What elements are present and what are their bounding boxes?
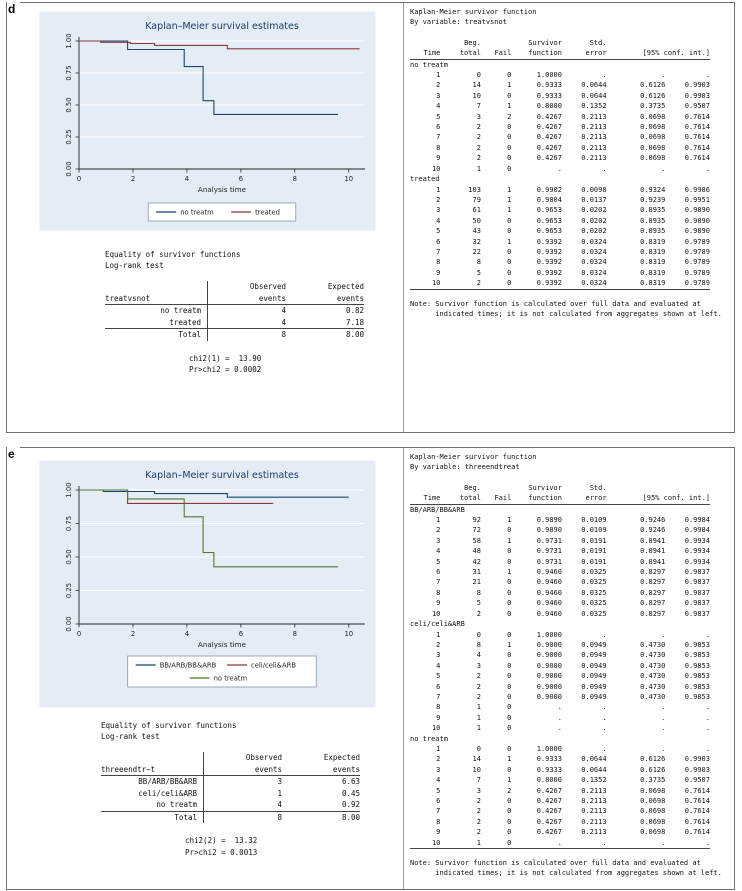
y-tick-label: 1.00 xyxy=(65,482,73,498)
table-row: 7 2 0 0.4267 0.2113 0.0698 0.7614 xyxy=(436,807,710,816)
logrank-table-grid xyxy=(105,281,364,341)
legend-label-1: celi/celi&ARB xyxy=(251,661,297,670)
table-row: 2 14 1 0.9333 0.0644 0.6126 0.9903 xyxy=(436,81,710,90)
header-row: Observed Expected xyxy=(101,752,360,764)
table-row: 4 50 0 0.9653 0.0202 0.8935 0.9890 xyxy=(436,216,710,225)
table-row: 10 1 0 . . . . xyxy=(431,724,710,733)
table-row: 4 7 1 0.8000 0.1352 0.3735 0.9507 xyxy=(436,776,710,785)
plot-title: Kaplan–Meier survival estimates xyxy=(145,470,299,481)
survivor-section xyxy=(410,7,732,319)
x-tick-label: 10 xyxy=(344,630,354,638)
table-row: 1 0 0 1.0000 . . . xyxy=(436,744,710,753)
x-tick-label: 6 xyxy=(238,175,244,183)
x-tick-label: 10 xyxy=(344,175,354,183)
stat-line: chi2(1) = 13.90 xyxy=(189,353,262,363)
logrank-section xyxy=(105,249,364,376)
table-row: 8 8 0 0.9392 0.0324 0.8319 0.9789 xyxy=(436,258,710,267)
stat-line: Pr>chi2 = 0.0002 xyxy=(189,365,262,374)
table-row: 8 8 0 0.9460 0.0325 0.8297 0.9837 xyxy=(436,588,710,597)
table-row: 6 32 1 0.9392 0.0324 0.8319 0.9789 xyxy=(436,237,710,246)
stat-line: chi2(2) = 13.32 xyxy=(185,836,258,845)
table-row: 1 103 1 0.9902 0.0098 0.9324 0.9986 xyxy=(436,185,710,194)
survivor-table-grid xyxy=(410,483,710,849)
table-row: no treatm 4 0.92 xyxy=(101,799,360,811)
y-tick-label: 0.00 xyxy=(65,161,73,177)
panel-divider xyxy=(403,448,404,889)
logrank-subheading: Log-rank test xyxy=(105,261,164,270)
y-tick-label: 0.25 xyxy=(65,582,73,599)
plot-title: Kaplan–Meier survival estimates xyxy=(145,21,299,32)
panel-e-label: e xyxy=(7,447,20,463)
table-row: 3 58 1 0.9731 0.0191 0.8941 0.9934 xyxy=(436,536,710,545)
table-row: 2 79 1 0.9804 0.0137 0.9239 0.9951 xyxy=(436,195,710,204)
stat-line: Pr>chi2 = 0.0013 xyxy=(185,847,258,857)
table-row: 1 92 1 0.9890 0.0109 0.9246 0.9984 xyxy=(436,516,710,525)
header-row: Beg. Survivor Std. xyxy=(464,483,607,492)
table-row: 8 2 0 0.4267 0.2113 0.0698 0.7614 xyxy=(436,817,710,826)
table-row: treated 4 7.18 xyxy=(105,317,364,329)
y-tick-label: 0.50 xyxy=(65,97,73,113)
logrank-stats xyxy=(105,353,364,376)
table-row: 3 4 0 0.9000 0.0949 0.4730 0.9853 xyxy=(436,651,710,660)
table-row: 5 2 0 0.9000 0.0949 0.4730 0.9853 xyxy=(436,672,710,681)
table-row: celi/celi&ARB 1 0.45 xyxy=(101,788,360,800)
table-row: 8 1 0 . . . . xyxy=(436,703,710,712)
table-row: 1 0 0 1.0000 . . . xyxy=(436,630,710,639)
table-row: 7 2 0 0.4267 0.2113 0.0698 0.7614 xyxy=(436,133,710,142)
survivor-title: Kaplan-Meier survivor function xyxy=(410,8,537,16)
table-row: 6 31 1 0.9460 0.0325 0.8297 0.9837 xyxy=(436,568,710,577)
table-row: 4 7 1 0.8000 0.1352 0.3735 0.9507 xyxy=(436,102,710,111)
table-row: BB/ARB/BB&ARB 3 6.63 xyxy=(101,776,360,788)
note-line: Note: Survivor function is calculated over full data and evaluated at xyxy=(410,859,701,868)
group-header-row: no treatm xyxy=(410,734,448,743)
survivor-table-grid xyxy=(410,38,710,290)
survivor-byvar: By variable: treatvsnot xyxy=(410,18,507,27)
table-row: 9 1 0 . . . . xyxy=(436,713,710,722)
table-row: 10 1 0 . . . . xyxy=(431,164,710,173)
table-row: 8 2 0 0.4267 0.2113 0.0698 0.7614 xyxy=(436,143,710,152)
table-row: 3 10 0 0.9333 0.0644 0.6126 0.9903 xyxy=(436,91,710,100)
table-row: 3 61 1 0.9653 0.0202 0.8935 0.9890 xyxy=(436,206,710,215)
x-tick-label: 0 xyxy=(76,175,82,183)
header-row: Beg. Survivor Std. xyxy=(464,38,607,47)
logrank-table xyxy=(105,281,364,341)
x-tick-label: 8 xyxy=(292,175,297,183)
total-row: Total 8 8.00 xyxy=(101,811,360,823)
x-tick-label: 8 xyxy=(292,630,297,638)
table-row: 5 42 0 0.9731 0.0191 0.8941 0.9934 xyxy=(436,557,710,566)
x-tick-label: 4 xyxy=(184,175,190,183)
x-axis-label: Analysis time xyxy=(197,640,247,649)
table-row: 2 14 1 0.9333 0.0644 0.6126 0.9903 xyxy=(436,755,710,764)
table-row: 4 48 0 0.9731 0.0191 0.8941 0.9934 xyxy=(436,547,710,556)
table-row: 4 3 0 0.9000 0.0949 0.4730 0.9853 xyxy=(436,661,710,670)
survivor-note xyxy=(410,858,732,879)
legend-label-1: treated xyxy=(255,208,280,217)
y-tick-label: 1.00 xyxy=(65,33,73,49)
x-tick-label: 0 xyxy=(76,630,82,638)
plot-background xyxy=(40,12,376,231)
y-tick-label: 0.25 xyxy=(65,129,73,145)
table-row: 6 2 0 0.9000 0.0949 0.4730 0.9853 xyxy=(436,682,710,691)
y-tick-label: 0.00 xyxy=(65,616,73,632)
table-row: 3 10 0 0.9333 0.0644 0.6126 0.9903 xyxy=(436,765,710,774)
legend-label-2: no treatm xyxy=(213,674,248,683)
table-row: no treatm 4 0.82 xyxy=(105,305,364,317)
km-plot-svg xyxy=(39,11,376,231)
logrank-section xyxy=(101,720,360,858)
logrank-table xyxy=(101,752,360,823)
km-plot xyxy=(39,460,376,712)
total-row: Total 8 8.00 xyxy=(105,329,364,341)
x-tick-label: 2 xyxy=(130,630,136,638)
table-row: 9 2 0 0.4267 0.2113 0.0698 0.7614 xyxy=(436,828,710,837)
logrank-stats xyxy=(101,835,360,858)
table-row: 5 3 2 0.4267 0.2113 0.0698 0.7614 xyxy=(436,786,710,795)
note-line: Note: Survivor function is calculated over full data and evaluated at xyxy=(410,299,701,308)
logrank-table-grid xyxy=(101,752,360,823)
group-header-row: treated xyxy=(410,175,440,184)
group-header-row: no treatm xyxy=(410,60,448,69)
table-row: 7 21 0 0.9460 0.0325 0.8297 0.9837 xyxy=(436,578,710,587)
logrank-subheading: Log-rank test xyxy=(101,732,160,741)
km-plot-svg xyxy=(39,460,376,708)
header-row: threeendtr~t events events xyxy=(101,764,360,774)
table-row: 9 5 0 0.9460 0.0325 0.8297 0.9837 xyxy=(436,599,710,608)
x-tick-label: 2 xyxy=(130,175,136,183)
y-tick-label: 0.75 xyxy=(65,515,73,532)
table-row: 5 43 0 0.9653 0.0202 0.8935 0.9890 xyxy=(436,227,710,236)
table-row: 7 22 0 0.9392 0.0324 0.8319 0.9789 xyxy=(436,247,710,256)
table-row: 7 2 0 0.9000 0.0949 0.4730 0.9853 xyxy=(436,692,710,701)
x-axis-label: Analysis time xyxy=(197,185,247,194)
table-row: 9 5 0 0.9392 0.0324 0.8319 0.9789 xyxy=(436,268,710,277)
survivor-table xyxy=(410,38,732,290)
header-row: Time total Fail function error [95% conf. int.] xyxy=(410,48,710,59)
group-header-row: celi/celi&ARB xyxy=(410,620,465,629)
note-line: indicated times; it is not calculated from aggregates shown at left. xyxy=(410,309,722,318)
header-row: treatvsnot events events xyxy=(105,293,364,303)
header-row: Time total Fail function error [95% conf. int.] xyxy=(410,493,710,504)
table-row: 2 72 0 0.9890 0.0109 0.9246 0.9984 xyxy=(436,526,710,535)
header-row: Observed Expected xyxy=(105,281,364,293)
x-tick-label: 6 xyxy=(238,630,244,638)
table-row: 6 2 0 0.4267 0.2113 0.0698 0.7614 xyxy=(436,797,710,805)
note-line: indicated times; it is not calculated from aggregates shown at left. xyxy=(410,869,722,878)
table-row: 6 2 0 0.4267 0.2113 0.0698 0.7614 xyxy=(436,123,710,132)
legend-label-0: no treatm xyxy=(180,208,214,217)
group-header-row: BB/ARB/BB&ARB xyxy=(410,505,465,514)
table-row: 9 2 0 0.4267 0.2113 0.0698 0.7614 xyxy=(436,154,710,163)
table-row: 1 0 0 1.0000 . . . xyxy=(436,71,710,80)
panel-e xyxy=(6,447,735,890)
table-row: 10 1 0 . . . . xyxy=(431,838,710,847)
x-tick-label: 4 xyxy=(184,630,190,638)
km-plot xyxy=(39,11,376,235)
panel-d xyxy=(6,2,735,433)
survivor-section xyxy=(410,452,732,879)
panel-divider xyxy=(403,3,404,432)
y-tick-label: 0.75 xyxy=(65,65,73,81)
legend-label-0: BB/ARB/BB&ARB xyxy=(159,661,217,670)
logrank-heading: Equality of survivor functions xyxy=(101,721,237,730)
table-row: 10 2 0 0.9460 0.0325 0.8297 0.9837 xyxy=(431,609,710,618)
table-row: 10 2 0 0.9392 0.0324 0.8319 0.9789 xyxy=(431,279,710,288)
y-tick-label: 0.50 xyxy=(65,549,73,565)
panel-d-label: d xyxy=(7,2,20,18)
survivor-title: Kaplan-Meier survivor function xyxy=(410,453,537,461)
table-row: 5 3 2 0.4267 0.2113 0.0698 0.7614 xyxy=(436,112,710,121)
survivor-table xyxy=(410,483,732,849)
survivor-note xyxy=(410,299,732,320)
table-row: 2 8 1 0.9000 0.0949 0.4730 0.9853 xyxy=(436,640,710,649)
survivor-byvar: By variable: threeendtreat xyxy=(410,463,520,472)
logrank-heading: Equality of survivor functions xyxy=(105,250,241,259)
